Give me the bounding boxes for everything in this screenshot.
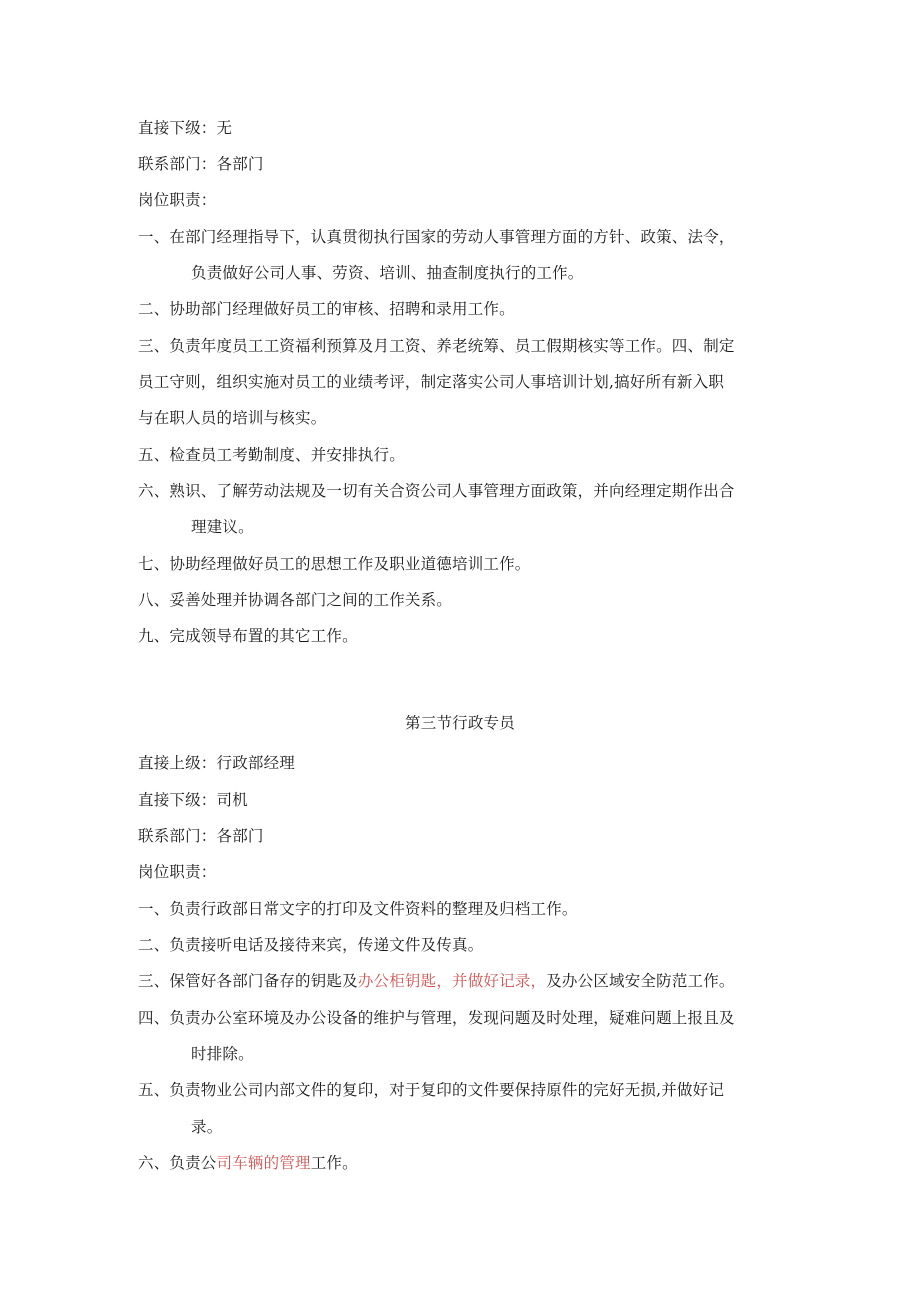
superior-line: 直接上级：行政部经理 — [138, 754, 296, 772]
duties-heading: 岗位职责： — [138, 863, 217, 881]
duty-6-line-2: 理建议。 — [191, 518, 254, 536]
duty-5-line-1: 五、负责物业公司内部文件的复印，对于复印的文件要保持原件的完好无损,并做好记 — [138, 1081, 725, 1099]
duties-heading: 岗位职责： — [138, 191, 217, 209]
duty-3-highlight: 办公柜钥匙，并做好记录， — [357, 972, 547, 990]
duty-1-line-2: 负责做好公司人事、劳资、培训、抽查制度执行的工作。 — [191, 264, 584, 282]
duty-4-line-2: 时排除。 — [191, 1045, 254, 1063]
duty-6-text-start: 六、负责公 — [138, 1154, 217, 1172]
duty-1: 一、负责行政部日常文字的打印及文件资料的整理及归档工作。 — [138, 900, 578, 918]
duty-7: 七、协助经理做好员工的思想工作及职业道德培训工作。 — [138, 555, 531, 573]
contact-dept-line: 联系部门：各部门 — [138, 827, 264, 845]
duty-9: 九、完成领导布置的其它工作。 — [138, 627, 358, 645]
duty-5: 五、检查员工考勤制度、并安排执行。 — [138, 446, 405, 464]
duty-5-line-2: 录。 — [191, 1118, 223, 1136]
duty-3-line-3: 与在职人员的培训与核实。 — [138, 409, 327, 427]
duty-8: 八、妥善处理并协调各部门之间的工作关系。 — [138, 591, 453, 609]
duty-1-line-1: 一、在部门经理指导下，认真贯彻执行国家的劳动人事管理方面的方针、政策、法令， — [138, 228, 735, 246]
duty-3-line-1: 三、负责年度员工工资福利预算及月工资、养老统筹、员工假期核实等工作。四、制定 — [138, 337, 735, 355]
duty-6-text-end: 工作。 — [310, 1154, 358, 1172]
duty-6-line-1: 六、熟识、了解劳动法规及一切有关合资公司人事管理方面政策，并向经理定期作出合 — [138, 482, 735, 500]
section-title: 第三节行政专员 — [405, 714, 515, 732]
duty-3-line-2: 员工守则，组织实施对员工的业绩考评，制定落实公司人事培训计划,搞好所有新入职 — [138, 373, 725, 391]
duty-2: 二、协助部门经理做好员工的审核、招聘和录用工作。 — [138, 300, 515, 318]
duty-3 — [138, 971, 735, 991]
subordinate-line: 直接下级：无 — [138, 119, 233, 137]
duty-6-highlight: 司车辆的管理 — [216, 1154, 311, 1172]
subordinate-line: 直接下级：司机 — [138, 791, 248, 809]
duty-3-text-start: 三、保管好各部门备存的钥匙及 — [138, 972, 358, 990]
duty-2: 二、负责接听电话及接待来宾，传递文件及传真。 — [138, 936, 484, 954]
duty-3-text-end: 及办公区域安全防范工作。 — [546, 972, 735, 990]
duty-6 — [138, 1153, 358, 1173]
duty-4-line-1: 四、负责办公室环境及办公设备的维护与管理，发现问题及时处理，疑难问题上报且及 — [138, 1009, 735, 1027]
contact-dept-line: 联系部门：各部门 — [138, 155, 264, 173]
